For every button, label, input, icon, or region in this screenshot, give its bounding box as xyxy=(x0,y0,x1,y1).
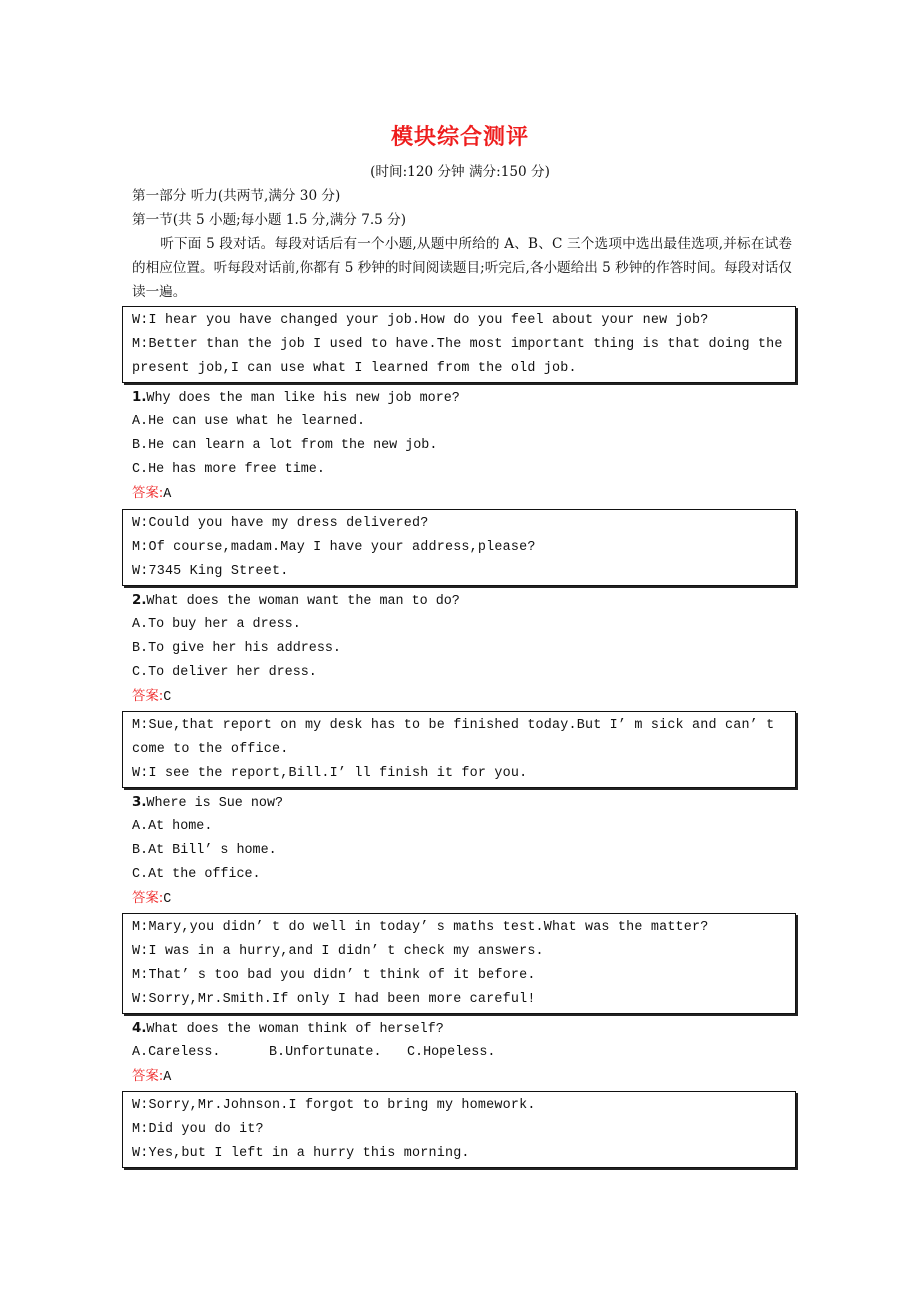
option-c: C.He has more free time. xyxy=(132,462,325,477)
question-text: Where is Sue now? xyxy=(146,796,284,811)
question-number: 1. xyxy=(132,390,147,405)
answer-value: C xyxy=(163,892,172,907)
question-number: 4. xyxy=(132,1021,147,1036)
instructions-paragraph xyxy=(132,232,792,304)
answer-label: 答案: xyxy=(132,1069,164,1084)
answer-1 xyxy=(132,482,171,507)
dialogue-box-3 xyxy=(122,711,796,788)
question-text: Why does the man like his new job more? xyxy=(146,391,460,406)
question-1 xyxy=(132,386,460,411)
answer-2 xyxy=(132,685,171,710)
answer-value: A xyxy=(163,487,172,502)
question-number: 2. xyxy=(132,593,147,608)
answer-label: 答案: xyxy=(132,689,164,704)
instructions-text: 听下面 5 段对话。每段对话后有一个小题,从题中所给的 A、B、C 三个选项中选出最佳选项,并标在试卷的相应位置。听每段对话前,你都有 5 秒钟的时间阅读题目;听完后,各小题给出 5 秒钟的作答时间。每段对话仅读一遍。 xyxy=(132,236,792,300)
dialogue-line: W:I was in a hurry,and I didn’ t check my answers. xyxy=(132,944,544,959)
question-3 xyxy=(132,791,283,816)
answer-3 xyxy=(132,887,171,912)
option-c: C.At the office. xyxy=(132,867,261,882)
dialogue-line: W:Could you have my dress delivered? xyxy=(132,516,429,531)
exam-time-score: (时间:120 分钟 满分:150 分) xyxy=(370,164,550,180)
answer-label: 答案: xyxy=(132,891,164,906)
dialogue-line: W:Sorry,Mr.Johnson.I forgot to bring my homework. xyxy=(132,1098,536,1113)
dialogue-line: M:Better than the job I used to have.The most important thing is that doing the present job,I can use what I learned from the old job. xyxy=(132,337,791,376)
dialogue-line: M:Of course,madam.May I have your address,please? xyxy=(132,540,536,555)
dialogue-line: W:I see the report,Bill.I’ ll finish it for you. xyxy=(132,766,528,781)
question-text: What does the woman want the man to do? xyxy=(146,594,460,609)
option-b: B.To give her his address. xyxy=(132,641,341,656)
question-text: What does the woman think of herself? xyxy=(146,1022,444,1037)
options-row xyxy=(132,1041,495,1065)
dialogue-line: W:Yes,but I left in a hurry this morning. xyxy=(132,1146,470,1161)
option-c: C.Hopeless. xyxy=(407,1045,496,1060)
option-b: B.At Bill’ s home. xyxy=(132,843,277,858)
answer-4 xyxy=(132,1065,171,1090)
dialogue-line: M:Sue,that report on my desk has to be finished today.But I’ m sick and can’ t come to the office. xyxy=(132,718,783,757)
question-4 xyxy=(132,1017,444,1042)
dialogue-line: W:7345 King Street. xyxy=(132,564,289,579)
dialogue-box-2 xyxy=(122,509,796,586)
question-2 xyxy=(132,589,460,614)
option-a: A.At home. xyxy=(132,819,213,834)
dialogue-line: M:That’ s too bad you didn’ t think of it before. xyxy=(132,968,536,983)
option-b: B.He can learn a lot from the new job. xyxy=(132,438,438,453)
answer-label: 答案: xyxy=(132,486,164,501)
dialogue-box-5 xyxy=(122,1091,796,1168)
page-title: 模块综合测评 xyxy=(390,125,529,150)
dialogue-line: M:Did you do it? xyxy=(132,1122,264,1137)
answer-value: A xyxy=(163,1070,172,1085)
question-number: 3. xyxy=(132,795,147,810)
option-a: A.Careless. xyxy=(132,1045,221,1060)
section-heading: 第一节(共 5 小题;每小题 1.5 分,满分 7.5 分) xyxy=(132,212,407,228)
option-a: A.To buy her a dress. xyxy=(132,617,301,632)
part-heading: 第一部分 听力(共两节,满分 30 分) xyxy=(132,188,341,204)
option-b: B.Unfortunate. xyxy=(269,1045,382,1060)
option-c: C.To deliver her dress. xyxy=(132,665,317,680)
dialogue-box-4 xyxy=(122,913,796,1014)
dialogue-line: W:I hear you have changed your job.How do you feel about your new job? xyxy=(132,313,709,328)
dialogue-line: W:Sorry,Mr.Smith.If only I had been more careful! xyxy=(132,992,536,1007)
dialogue-box-1 xyxy=(122,306,796,383)
option-a: A.He can use what he learned. xyxy=(132,414,366,429)
dialogue-line: M:Mary,you didn’ t do well in today’ s maths test.What was the matter? xyxy=(132,920,709,935)
answer-value: C xyxy=(163,690,172,705)
